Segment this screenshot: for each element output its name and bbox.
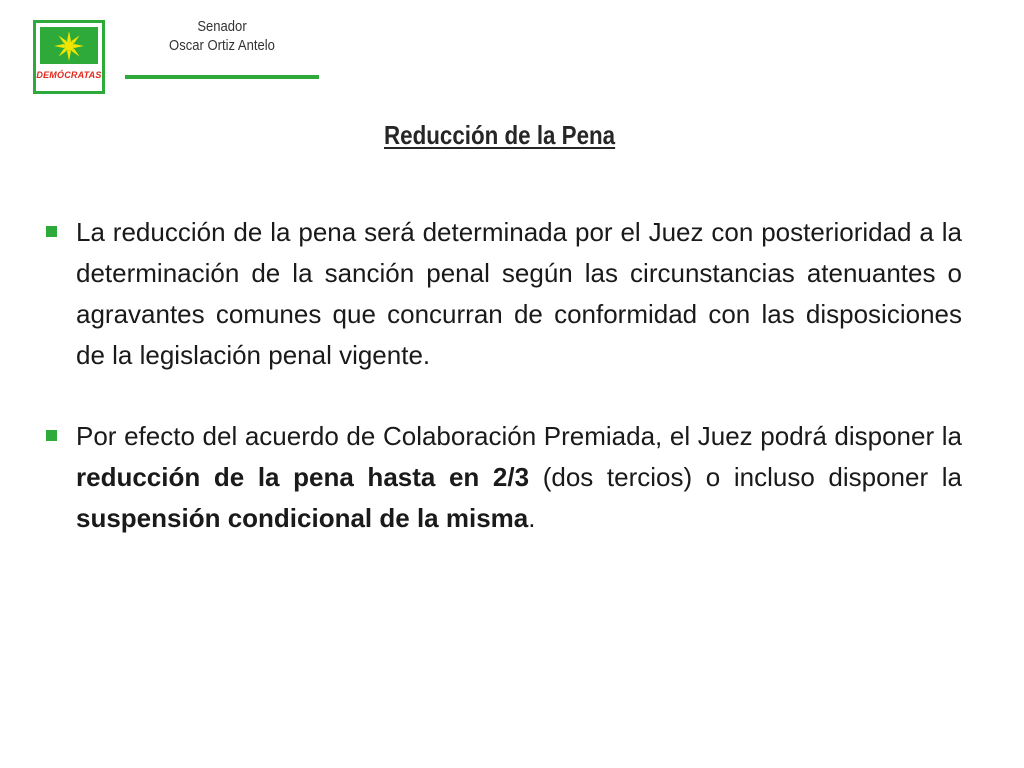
- slide-title: Reducción de la Pena: [384, 120, 616, 150]
- bullet-list: [46, 212, 962, 579]
- senator-name-block: [135, 18, 310, 56]
- green-square-bullet-icon: [46, 430, 57, 441]
- bullet-item: [46, 212, 962, 376]
- bullet-item: [46, 416, 962, 539]
- senator-name: Oscar Ortiz Antelo: [169, 38, 275, 54]
- header-divider: [125, 75, 319, 79]
- bullet-text-segment: (dos tercios) o incluso disponer la: [529, 462, 962, 492]
- bullet-text-emphasis: suspensión condicional de la misma: [76, 503, 529, 533]
- sun-emblem: [40, 27, 98, 64]
- bullet-text-segment: Por efecto del acuerdo de Colaboración Premiada, el Juez podrá disponer la: [76, 421, 962, 451]
- sun-icon: [52, 29, 86, 63]
- bullet-text-segment: .: [528, 503, 536, 533]
- democratas-logo: [33, 20, 105, 94]
- bullet-text-emphasis: reducción de la pena hasta en 2/3: [76, 462, 530, 492]
- logo-wordmark: DEMÓCRATAS: [36, 70, 102, 80]
- green-square-bullet-icon: [46, 226, 57, 237]
- bullet-text-segment: La reducción de la pena será determinada por el Juez con posterioridad a la determinación de la sanción penal según las circunstancias atenuantes o agravantes comunes que concurran de conformidad con las disposiciones de la legislación penal vigente.: [76, 217, 962, 370]
- senator-title: Senador: [197, 19, 247, 35]
